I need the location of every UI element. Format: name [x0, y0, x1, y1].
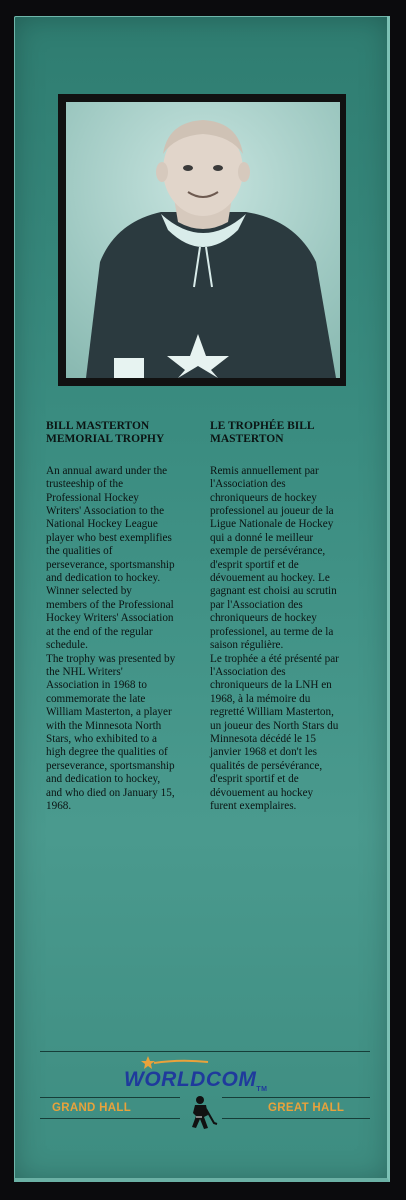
great-hall-label: GREAT HALL: [268, 1102, 345, 1114]
english-text-column: [46, 420, 202, 813]
trademark-mark: TM: [256, 1086, 268, 1094]
hall-divider-right-top: [222, 1097, 370, 1098]
portrait-illustration: [66, 102, 340, 378]
english-title: BILL MASTERTON MEMORIAL TROPHY: [46, 420, 165, 446]
hall-divider-right-bottom: [222, 1118, 370, 1119]
top-divider: [40, 1051, 370, 1052]
english-body: An annual award under the trusteeship of the Professional Hockey Writers' Association to the National Hockey League player who best exemplifies the qualities of perseverance, sportsmanship and dedication to hockey. Winner selected by members of the Professional Hockey Writers' Association at the end of the regular schedule. The trophy was presented by the NHL Writers' Association in 1968 to commemorate the late William Masterton, a player with the Minnesota North Stars, who exhibited to a high degree the qualities of perseverance, sportsmanship and dedication to hockey, and who died on January 15, 1968.: [46, 464, 176, 812]
sponsor-logo-text: WORLDCOM: [124, 1068, 257, 1091]
hall-divider-left-top: [40, 1097, 180, 1098]
french-text-column: [210, 420, 366, 813]
hockey-player-icon: [186, 1095, 218, 1131]
french-title: LE TROPHÉE BILL MASTERTON: [210, 420, 315, 446]
player-portrait: [66, 102, 340, 378]
hall-divider-left-bottom: [40, 1118, 180, 1119]
french-body: Remis annuellement par l'Association des chroniqueurs de hockey professionel au joueur de la Ligue Nationale de Hockey qui a donné le meilleur exemple de persévérance, d'esprit sportif et de dévouement au hockey. Le gagnant est choisi au scrutin par l'Association des chroniqueurs de hockey professionel, au terme de la saison régulière. Le trophée a été présenté par l'Association des chroniqueurs de la LNH en 1968, à la mémoire du regretté William Masterton, un joueur des North Stars du Minnesota décédé le 15 janvier 1968 et don't les qualités de persévérance, d'esprit sportif et de dévouement au hockey furent exemplaires.: [210, 464, 339, 812]
grand-hall-label: GRAND HALL: [52, 1102, 132, 1114]
sponsor-logo: [124, 1068, 267, 1093]
